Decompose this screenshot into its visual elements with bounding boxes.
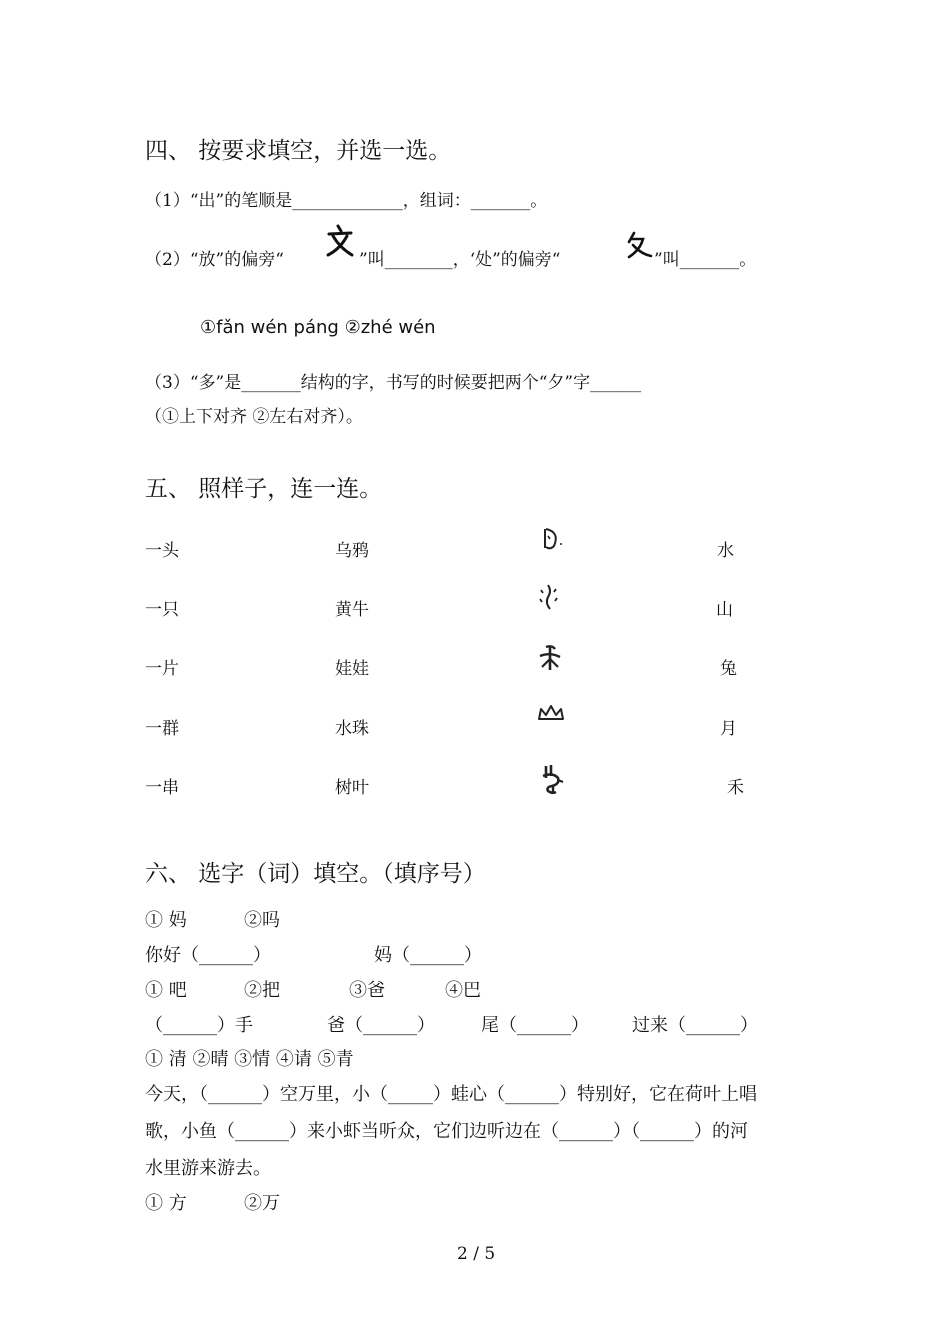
option-item: ②把 — [244, 980, 280, 1001]
section-5-title: 五、 照样子，连一连。 — [145, 476, 383, 502]
quantifier-item: 一片 — [145, 659, 179, 679]
fill-blank-item: 尾（______） — [481, 1015, 589, 1036]
option-item: ④巴 — [445, 980, 481, 1001]
fill-blank-item: 爸（______） — [327, 1015, 435, 1036]
question-2-part-b: ”叫________，‘处”的偏旁“ — [359, 250, 561, 270]
section-6-title: 六、 选字（词）填空。（填序号） — [145, 861, 486, 887]
noun-item: 树叶 — [335, 778, 369, 798]
grain-ancient-icon — [536, 643, 564, 673]
rabbit-ancient-icon — [538, 762, 566, 796]
quantifier-item: 一群 — [145, 719, 179, 739]
zhe-radical-icon — [624, 230, 654, 260]
wen-radical-icon — [324, 224, 356, 258]
question-1: （1）“出”的笔顺是_____________，组词：_______。 — [145, 191, 548, 211]
section-4-title: 四、 按要求填空，并选一选。 — [145, 138, 452, 164]
fill-blank-item: 你好（______） — [145, 945, 271, 966]
option-item: ① 吧 — [145, 980, 187, 1001]
paragraph-line: 歌，小鱼（______）来小虾当听众，它们边听边在（______）（______）的河 — [145, 1121, 748, 1142]
moon-ancient-icon — [538, 526, 566, 552]
noun-item: 娃娃 — [335, 659, 369, 679]
option-item: ③爸 — [349, 980, 385, 1001]
question-2-part-c: ”叫_______。 — [654, 250, 757, 270]
pinyin-options: ①fǎn wén páng ②zhé wén — [200, 317, 436, 338]
modern-char-item: 水 — [717, 541, 734, 561]
fill-blank-item: 过来（______） — [632, 1015, 758, 1036]
modern-char-item: 禾 — [727, 778, 744, 798]
modern-char-item: 月 — [720, 719, 737, 739]
noun-item: 黄牛 — [335, 600, 369, 620]
water-ancient-icon — [536, 582, 562, 612]
option-item: ① 妈 — [145, 910, 187, 931]
option-item: ②吗 — [244, 910, 280, 931]
question-3: （3）“多”是_______结构的字，书写的时候要把两个“夕”字______ — [145, 373, 642, 393]
modern-char-item: 山 — [716, 600, 733, 620]
quantifier-item: 一头 — [145, 541, 179, 561]
mountain-ancient-icon — [537, 703, 565, 723]
paragraph-line: 水里游来游去。 — [145, 1158, 271, 1179]
page-number: 2 / 5 — [457, 1244, 496, 1264]
quantifier-item: 一串 — [145, 778, 179, 798]
question-2-part-a: （2）“放”的偏旁“ — [145, 250, 284, 270]
fill-blank-item: 妈（______） — [374, 945, 482, 966]
fill-blank-item: （______）手 — [145, 1015, 253, 1036]
modern-char-item: 兔 — [720, 659, 737, 679]
noun-item: 乌鸦 — [335, 541, 369, 561]
noun-item: 水珠 — [335, 719, 369, 739]
option-list: ① 清 ②晴 ③情 ④请 ⑤青 — [145, 1049, 354, 1070]
question-3-options: （①上下对齐 ②左右对齐）。 — [145, 407, 363, 427]
quantifier-item: 一只 — [145, 600, 179, 620]
paragraph-line: 今天，（______）空万里，小（_____）蛙心（______）特别好，它在荷叶上唱 — [145, 1084, 757, 1105]
option-item: ① 方 — [145, 1193, 187, 1214]
option-item: ②万 — [244, 1193, 280, 1214]
